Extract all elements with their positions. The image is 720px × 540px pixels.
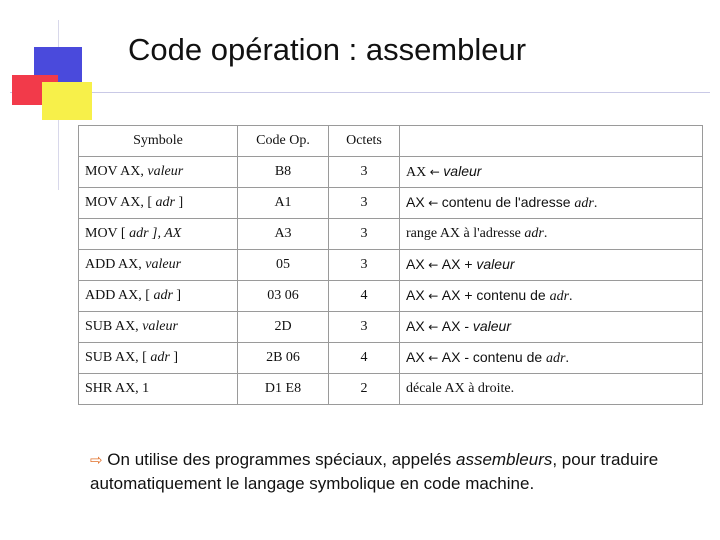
cell-code-op: 03 06: [238, 281, 329, 312]
cell-symbole: MOV [ adr ], AX: [79, 219, 238, 250]
cell-octets: 2: [329, 374, 400, 405]
left-arrow-icon: ←: [428, 320, 439, 334]
left-arrow-icon: ←: [428, 289, 439, 303]
cell-code-op: A1: [238, 188, 329, 219]
cell-effet: AX ← AX + valeur: [400, 250, 703, 281]
cell-symbole: MOV AX, valeur: [79, 157, 238, 188]
cell-octets: 4: [329, 281, 400, 312]
table-row: [79, 188, 703, 219]
left-arrow-icon: ←: [429, 165, 440, 179]
cell-code-op: B8: [238, 157, 329, 188]
cell-octets: 4: [329, 343, 400, 374]
cell-octets: 3: [329, 250, 400, 281]
decorative-yellow-square: [42, 82, 92, 120]
table-row: [79, 374, 703, 405]
header-octets: Octets: [329, 126, 400, 157]
cell-octets: 3: [329, 188, 400, 219]
cell-code-op: 2D: [238, 312, 329, 343]
table-row: [79, 281, 703, 312]
note-paragraph: ⇨ On utilise des programmes spéciaux, appelés assembleurs, pour traduire automatiquement le langage symbolique en code machine.: [90, 450, 659, 493]
cell-effet: AX ← AX + contenu de adr.: [400, 281, 703, 312]
slide-title: Code opération : assembleur: [128, 32, 527, 67]
cell-effet: AX ← AX - contenu de adr.: [400, 343, 703, 374]
cell-symbole: MOV AX, [ adr ]: [79, 188, 238, 219]
cell-symbole: ADD AX, valeur: [79, 250, 238, 281]
decorative-line-horizontal: [10, 92, 710, 93]
left-arrow-icon: ←: [428, 351, 439, 365]
left-arrow-icon: ←: [428, 258, 439, 272]
table-header-row: [79, 126, 703, 157]
table-row: [79, 219, 703, 250]
cell-symbole: SUB AX, valeur: [79, 312, 238, 343]
cell-effet: range AX à l'adresse adr.: [400, 219, 703, 250]
cell-effet: AX ← contenu de l'adresse adr.: [400, 188, 703, 219]
cell-effet: AX ← valeur: [400, 157, 703, 188]
header-symbole: Symbole: [79, 126, 238, 157]
arrow-bullet-icon: ⇨: [90, 451, 103, 469]
cell-code-op: 2B 06: [238, 343, 329, 374]
cell-code-op: A3: [238, 219, 329, 250]
table-row: [79, 157, 703, 188]
cell-octets: 3: [329, 157, 400, 188]
cell-effet: AX ← AX - valeur: [400, 312, 703, 343]
cell-symbole: SUB AX, [ adr ]: [79, 343, 238, 374]
cell-effet: décale AX à droite.: [400, 374, 703, 405]
header-effet: [400, 126, 703, 157]
table-row: [79, 312, 703, 343]
header-code-op: Code Op.: [238, 126, 329, 157]
opcode-table: [78, 125, 703, 405]
table-row: [79, 250, 703, 281]
cell-octets: 3: [329, 219, 400, 250]
cell-symbole: SHR AX, 1: [79, 374, 238, 405]
left-arrow-icon: ←: [428, 196, 439, 210]
table-row: [79, 343, 703, 374]
cell-code-op: 05: [238, 250, 329, 281]
cell-symbole: ADD AX, [ adr ]: [79, 281, 238, 312]
cell-code-op: D1 E8: [238, 374, 329, 405]
cell-octets: 3: [329, 312, 400, 343]
